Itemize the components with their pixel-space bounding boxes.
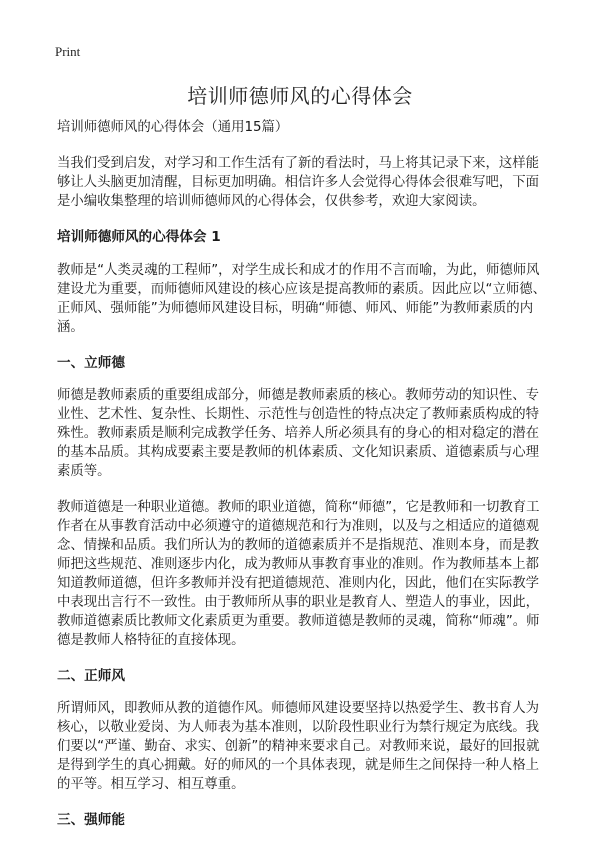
section-heading-3: 三、强师能 xyxy=(57,812,125,828)
section-heading-2: 二、正师风 xyxy=(57,668,125,684)
print-link[interactable]: Print xyxy=(55,44,81,59)
article-body xyxy=(57,118,549,843)
section-2-paragraph-1: 所谓师风，即教师从教的道德作风。师德师风建设要坚持以热爱学生、教书育人为核心，以敬业爱岗、为人师表为基本准则，以阶段性职业行为禁行规定为底线。我们要以“严谨、勤奋、求实、创新”的精神来要求自己。对教师来说，最好的回报就是得到学生的真心拥戴。好的师风的一个具体表现，就是师生之间保持一种人格上的平等。相互学习、相互尊重。 xyxy=(57,701,540,792)
essay-heading: 培训师德师风的心得体会 1 xyxy=(57,229,221,245)
page-title: 培训师德师风的心得体会 xyxy=(187,84,413,108)
section-1-paragraph-1: 师德是教师素质的重要组成部分，师德是教师素质的核心。教师劳动的知识性、专业性、艺术性、复杂性、长期性、示范性与创造性的特点决定了教师素质构成的特殊性。教师素质是顺利完成教学任务、培养人所必须具有的身心的相对稳定的潜在的基本品质。其构成要素主要是教师的机体素质、文化知识素质、道德素质与心理素质等。 xyxy=(57,388,540,479)
section-heading-1: 一、立师德 xyxy=(57,355,125,371)
article-subtitle: 培训师德师风的心得体会（通用15篇） xyxy=(57,120,289,135)
essay-intro-paragraph: 教师是“人类灵魂的工程师”，对学生成长和成才的作用不言而喻，为此，师德师风建设尤为重要，而师德师风建设的核心应该是提高教师的素质。因此应以“立师德、正师风、强师能”为师德师风建设目标，明确“师德、师风、师能”为教师素质的内涵。 xyxy=(57,263,546,335)
section-1-paragraph-2: 教师道德是一种职业道德。教师的职业道德，简称“师德”，它是教师和一切教育工作者在从事教育活动中必须遵守的道德规范和行为准则，以及与之相适应的道德观念、情操和品质。我们所认为的教师的道德素质并不是指规范、准则本身，而是教师把这些规范、准则逐步内化，成为教师从事教育事业的准则。作为教师基本上都知道教师道德，但许多教师并没有把道德规范、准则内化，因此，他们在实际教学中表现出言行不一致性。由于教师所从事的职业是教育人、塑造人的事业，因此，教师道德素质比教师文化素质更为重要。教师道德是教师的灵魂，简称“师魂”。师德是教师人格特征的直接体现。 xyxy=(57,500,540,648)
intro-paragraph: 当我们受到启发，对学习和工作生活有了新的看法时，马上将其记录下来，这样能够让人头脑更加清醒，目标更加明确。相信许多人会觉得心得体会很难写吧，下面是小编收集整理的培训师德师风的心得体会，仅供参考，欢迎大家阅读。 xyxy=(57,156,540,209)
